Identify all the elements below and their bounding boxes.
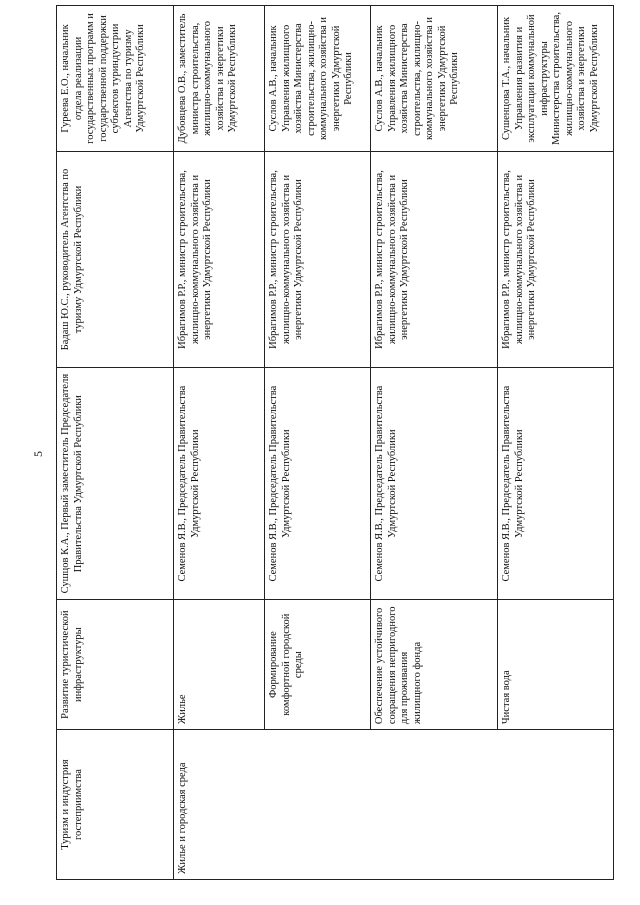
administrator-cell: Суслов А.В., начальник Управления жилищного хозяйства Министерства строительства, жилищно-коммунального хозяйства и энергетики Удмуртской Республики [265, 6, 371, 152]
federal-project-cell: Обеспечение устойчивого сокращения непригодного для проживания жилищного фонда [371, 600, 498, 730]
table-row [174, 6, 265, 880]
head-cell: Ибрагимов Р.Р., министр строительства, жилищно-коммунального хозяйства и энергетики Удмуртской Республики [265, 151, 371, 367]
head-cell: Ибрагимов Р.Р., министр строительства, жилищно-коммунального хозяйства и энергетики Удмуртской Республики [498, 151, 614, 367]
projects-table [56, 5, 614, 880]
national-project-cell: Жилье и городская среда [174, 730, 614, 880]
administrator-cell: Суслов А.В., начальник Управления жилищного хозяйства Министерства строительства, жилищно-коммунального хозяйства и энергетики Удмуртской Республики [371, 6, 498, 152]
curator-cell: Семенов Я.В., Председатель Правительства Удмуртской Республики [371, 368, 498, 600]
curator-cell: Семенов Я.В., Председатель Правительства Удмуртской Республики [498, 368, 614, 600]
administrator-cell: Гуреева Е.О., начальник отдела реализации государственных программ и государственной поддержки субъектов туриндустрии Агентства по туризму Удмуртской Республики [57, 6, 174, 152]
national-project-cell: Туризм и индустрия гостеприимства [57, 730, 174, 880]
federal-project-cell: Развитие туристической инфраструктуры [57, 600, 174, 730]
administrator-cell: Сушенцова Т.А., начальник Управления развития и эксплуатации коммунальной инфраструктуры Министерства строительства, жилищно-коммунального хозяйства и энергетики Удмуртской Республики [498, 6, 614, 152]
curator-cell: Семенов Я.В., Председатель Правительства Удмуртской Республики [265, 368, 371, 600]
head-cell: Ибрагимов Р.Р., министр строительства, жилищно-коммунального хозяйства и энергетики Удмуртской Республики [174, 151, 265, 367]
federal-project-cell: Формирование комфортной городской среды [265, 600, 371, 730]
table-row [57, 6, 174, 880]
administrator-cell: Дубовцева О.В., заместитель министра строительства, жилищно-коммунального хозяйства и энергетики Удмуртской Республики [174, 6, 265, 152]
head-cell: Ибрагимов Р.Р., министр строительства, жилищно-коммунального хозяйства и энергетики Удмуртской Республики [371, 151, 498, 367]
head-cell: Бадаш Ю.С., руководитель Агентства по туризму Удмуртской Республики [57, 151, 174, 367]
curator-cell: Семенов Я.В., Председатель Правительства Удмуртской Республики [174, 368, 265, 600]
federal-project-cell: Жилье [174, 600, 265, 730]
curator-cell: Сушцов К.А., Первый заместитель Председателя Правительства Удмуртской Республики [57, 368, 174, 600]
federal-project-cell: Чистая вода [498, 600, 614, 730]
page-number: 5 [31, 451, 45, 457]
rotated-table-wrapper [56, 5, 613, 880]
